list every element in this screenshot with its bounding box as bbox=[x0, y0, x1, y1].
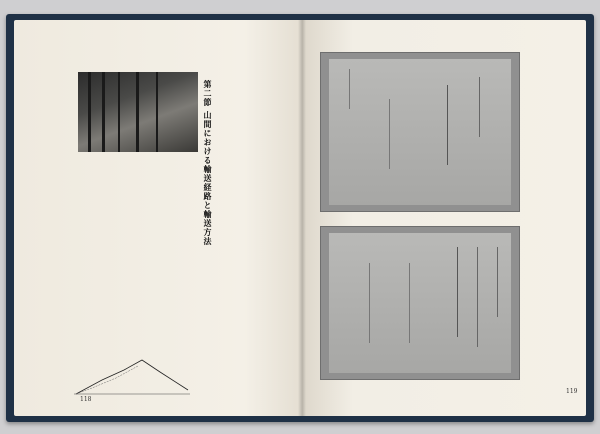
slope-diagram bbox=[72, 350, 192, 400]
left-body-text-lower bbox=[74, 170, 200, 340]
landscape-photo bbox=[78, 72, 198, 152]
left-page-number: 118 bbox=[80, 396, 92, 403]
book-gutter bbox=[298, 20, 306, 416]
document-photo-1 bbox=[320, 52, 520, 212]
right-page-number: 119 bbox=[566, 388, 578, 395]
document-photo-2 bbox=[320, 226, 520, 380]
left-body-text-column bbox=[212, 50, 292, 390]
section-heading: 第二節 山間における輸送経路と輸送方法 bbox=[203, 80, 212, 246]
left-page bbox=[14, 20, 302, 416]
